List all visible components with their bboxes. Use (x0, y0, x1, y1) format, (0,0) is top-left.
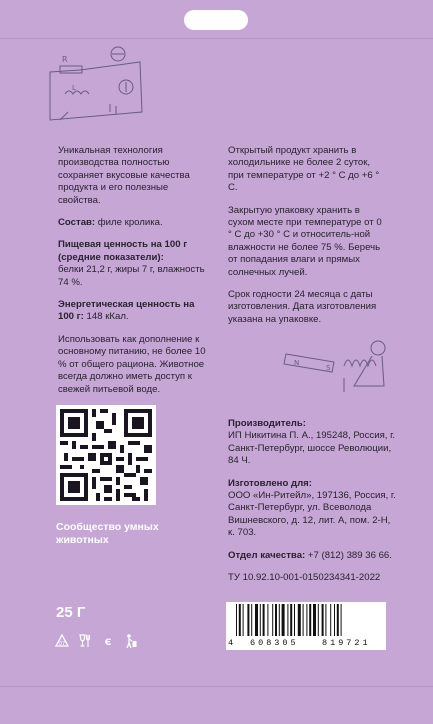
certification-icons (54, 633, 139, 649)
net-weight: 25 Г (56, 604, 86, 621)
producer-value: ИП Никитина П. А., 195248, Россия, г. Санкт-Петербург, шоссе Революции, 84 Ч. (228, 430, 396, 467)
svg-text:Є: Є (104, 638, 112, 648)
shelf-life-text: Срок годности 24 месяца с даты изготовления. Дата изготовления указана на упаковке. (228, 289, 377, 325)
qr-code[interactable] (56, 405, 156, 505)
tu-code: ТУ 10.92.10-001-0150234341-2022 (228, 572, 381, 584)
bottom-seal-line (0, 686, 433, 687)
wine-glass-fork-icon (77, 633, 93, 649)
svg-text:07: 07 (58, 641, 66, 647)
eac-mark-icon (100, 633, 116, 649)
producer-label: Производитель: (228, 418, 306, 429)
community-label: Сообщество умных животных (56, 521, 159, 546)
producer (228, 418, 398, 468)
composition (58, 217, 208, 229)
made-for-label: Изготовлено для: (228, 477, 312, 489)
right-column (228, 145, 388, 336)
tidy-man-icon (123, 633, 139, 649)
quality-value: +7 (812) 389 36 66. (305, 549, 392, 561)
coil-sketch-icon (282, 336, 392, 401)
energy (58, 299, 208, 324)
top-seal-line (0, 38, 433, 39)
storage-open-text: Открытый продукт хранить в холодильнике не более 2 суток, при температуре от +2 ° С до +6 ° С. (228, 145, 380, 194)
storage-closed-text: Закрытую упаковку хранить в сухом месте при температуре от 0 ° С до +30 ° С и относитель-ной влажности не более 75 %. Беречь от попадания влаги и прямых солнечных лучей. (228, 204, 382, 278)
svg-text:R: R (62, 55, 68, 64)
svg-text:S: S (326, 364, 331, 372)
hang-hole (184, 10, 248, 30)
nutrition-values: белки 21,2 г, жиры 7 г, влажность 74 %. (58, 264, 205, 288)
barcode (226, 602, 386, 650)
producer-block (228, 418, 398, 594)
energy-label: Энергетическая ценность на 100 г: (58, 299, 195, 323)
svg-text:N: N (294, 359, 300, 367)
composition-label: Состав: (58, 217, 96, 229)
quality (228, 550, 398, 562)
barcode-digit-first: 4 (228, 638, 234, 648)
circuit-sketch-icon (40, 42, 160, 137)
energy-value: 148 кКал. (83, 311, 129, 323)
made-for-value: ООО «Ин-Ритейл», 197136, Россия, г. Санкт-Петербург, ул. Всеволода Вишневского, д. 12, лит. А, пом. 2-Н, к. 703. (228, 490, 396, 539)
recycle-triangle-icon (54, 633, 70, 649)
intro-text: Уникальная технология производства полностью сохраняет вкусовые качества продукта и его полезные свойства. (58, 145, 190, 206)
left-column (58, 145, 208, 406)
nutrition-title: Пищевая ценность на 100 г (средние показатели): (58, 239, 188, 263)
barcode-bars (226, 604, 386, 642)
barcode-digits-right: 819721 (322, 638, 371, 648)
svg-text:L: L (72, 84, 76, 92)
made-for (228, 478, 398, 540)
quality-label: Отдел качества: (228, 549, 306, 561)
composition-value: филе кролика. (95, 217, 163, 229)
usage-text: Использовать как дополнение к основному питанию, не более 10 % от общего рациона. Животное всегда должно иметь доступ к свежей питьевой воде. (58, 333, 206, 395)
nutrition (58, 239, 208, 289)
barcode-digits-left: 608305 (250, 638, 299, 648)
